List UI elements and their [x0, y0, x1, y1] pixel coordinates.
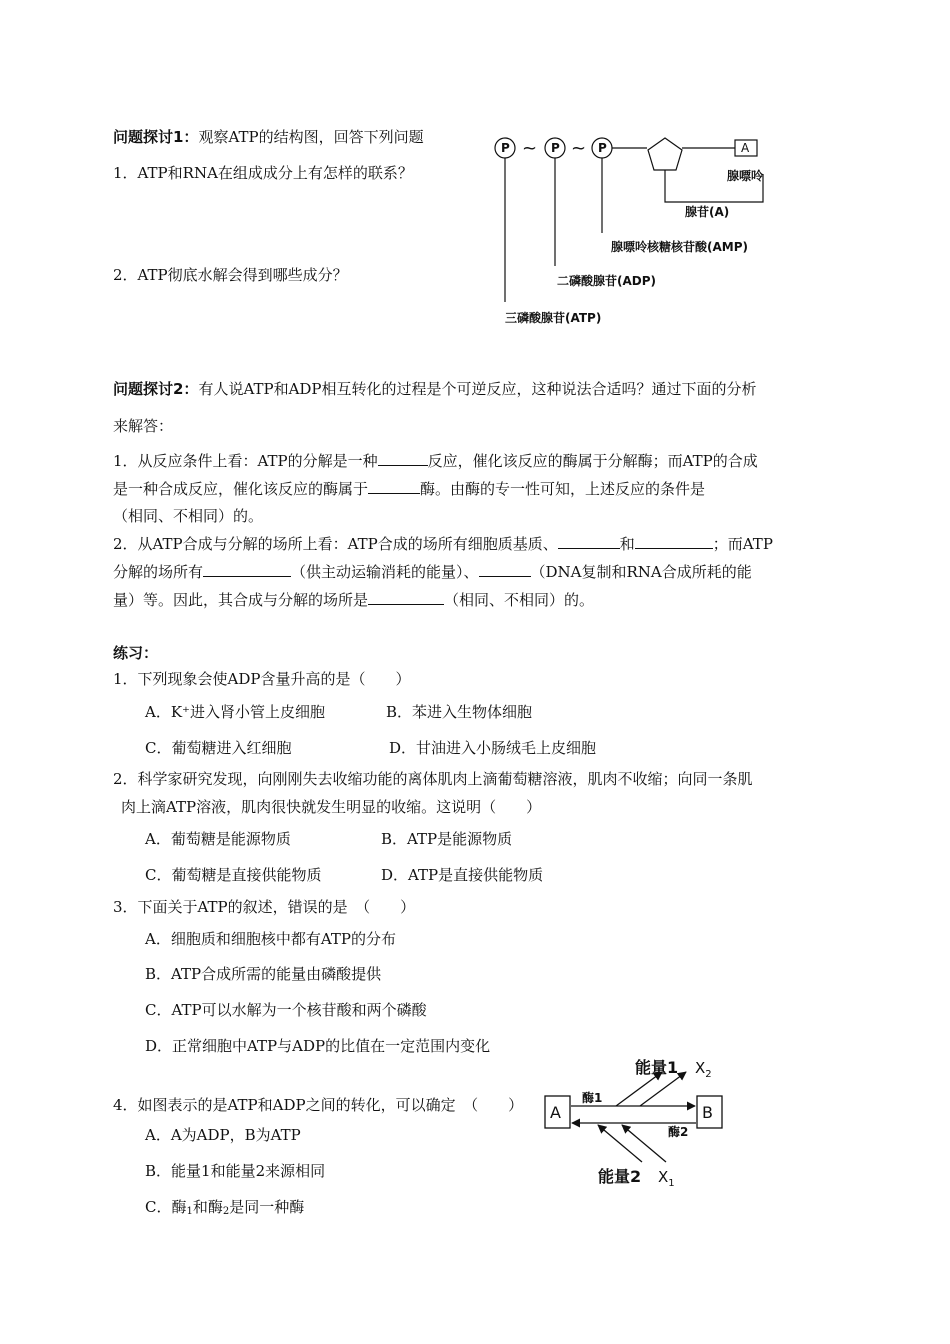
q2-p2a: 2．从ATP合成与分解的场所上看：ATP合成的场所有细胞质基质、: [113, 535, 558, 553]
enzyme1-label: 酶1: [582, 1091, 603, 1105]
atp-adp-conversion-diagram: [540, 1052, 740, 1192]
q2-heading: 问题探讨2：: [113, 380, 199, 398]
q2-para2-line1: [113, 534, 773, 554]
q2-p1c: 是一种合成反应，催化该反应的酶属于: [113, 480, 369, 498]
blank-4[interactable]: [635, 534, 713, 549]
practice-q2-option-b[interactable]: B．ATP是能源物质: [381, 830, 513, 848]
box-b-label: B: [702, 1103, 713, 1122]
energy1-arrow-1: [616, 1072, 662, 1106]
q2-p1b: 反应，催化该反应的酶属于分解酶；而ATP的合成: [427, 452, 758, 470]
blank-6[interactable]: [479, 562, 531, 577]
q2-intro-2: 来解答：: [113, 417, 174, 435]
practice-q4-option-c[interactable]: [145, 1197, 304, 1222]
atp-label: 三磷酸腺苷(ATP): [505, 311, 602, 325]
q1-item-1: 1．ATP和RNA在组成成分上有怎样的联系？: [113, 164, 413, 182]
practice-q2-option-a[interactable]: A．葡萄糖是能源物质: [145, 830, 291, 848]
practice-q3-option-b[interactable]: B．ATP合成所需的能量由磷酸提供: [145, 965, 382, 983]
q2-para2-line2: [113, 562, 752, 582]
practice-q1-option-a[interactable]: A．K⁺进入肾小管上皮细胞: [145, 703, 325, 721]
amp-label: 腺嘌呤核糖核苷酸(AMP): [611, 240, 748, 254]
q4c-sub2: 2: [222, 1206, 230, 1217]
q2-p2e: （供主动运输消耗的能量）、: [291, 563, 479, 581]
adenine-label: 腺嘌呤: [727, 169, 764, 183]
x1-label: $X_1$: [658, 1168, 675, 1189]
p-label-2: P: [551, 141, 560, 155]
energy1-arrow-2: [640, 1072, 686, 1106]
practice-q2-stem-2: 肉上滴ATP溶液，肌肉很快就发生明显的收缩。这说明（ ）: [121, 798, 542, 816]
q2-p2f: （DNA复制和RNA合成所耗的能: [530, 563, 752, 581]
q2-p2d: 分解的场所有: [113, 563, 204, 581]
q2-para1-line2: [113, 479, 705, 499]
tilde-2: ~: [571, 138, 587, 159]
energy2-arrow-2: [622, 1125, 666, 1162]
adp-label: 二磷酸腺苷(ADP): [557, 274, 657, 288]
practice-q4-option-b[interactable]: B．能量1和能量2来源相同: [145, 1162, 326, 1180]
q2-p1e: （相同、不相同）的。: [113, 507, 264, 525]
q2-para1-line1: [113, 451, 758, 471]
q2-intro-line: [113, 379, 757, 399]
practice-q3-option-c[interactable]: C．ATP可以水解为一个核苷酸和两个磷酸: [145, 1001, 427, 1019]
q2-p2h: （相同、不相同）的。: [444, 591, 595, 609]
practice-q2-option-c[interactable]: C．葡萄糖是直接供能物质: [145, 866, 322, 884]
practice-q1-option-d[interactable]: D．甘油进入小肠绒毛上皮细胞: [389, 739, 597, 757]
blank-1[interactable]: [378, 451, 428, 466]
box-a-label: A: [550, 1103, 561, 1122]
p-label-3: P: [598, 141, 607, 155]
q4c-sub1: 1: [186, 1206, 193, 1217]
practice-q3-stem: 3．下面关于ATP的叙述，错误的是 （ ）: [113, 898, 416, 916]
blank-7[interactable]: [368, 590, 444, 605]
practice-q4-option-a[interactable]: A．A为ADP，B为ATP: [145, 1126, 301, 1144]
x2-label: $X_2$: [695, 1059, 712, 1080]
practice-q3-option-a[interactable]: A．细胞质和细胞核中都有ATP的分布: [145, 930, 396, 948]
q2-p2b: 和: [619, 535, 635, 553]
blank-2[interactable]: [368, 479, 420, 494]
practice-q1-option-c[interactable]: C．葡萄糖进入红细胞: [145, 739, 292, 757]
q2-intro-1: 有人说ATP和ADP相互转化的过程是个可逆反应，这种说法合适吗？通过下面的分析: [198, 380, 757, 398]
p-label-1: P: [501, 141, 510, 155]
q2-para2-line3: [113, 590, 594, 610]
q1-prompt: 观察ATP的结构图，回答下列问题: [198, 128, 424, 146]
q4c-mid: 和酶: [192, 1198, 223, 1216]
enzyme2-label: 酶2: [668, 1125, 689, 1139]
blank-5[interactable]: [203, 562, 291, 577]
practice-q2-option-d[interactable]: D．ATP是直接供能物质: [381, 866, 544, 884]
energy1-label: 能量1: [635, 1058, 679, 1077]
atp-structure-diagram: [485, 130, 775, 335]
practice-q3-option-d[interactable]: D．正常细胞中ATP与ADP的比值在一定范围内变化: [145, 1037, 491, 1055]
q4c-post: 是同一种酶: [229, 1198, 305, 1216]
q2-p1d: 酶。由酶的专一性可知，上述反应的条件是: [420, 480, 706, 498]
q1-heading-line: [113, 127, 424, 147]
ribose-pentagon: [648, 138, 682, 170]
blank-3[interactable]: [558, 534, 620, 549]
practice-q1-option-b[interactable]: B．苯进入生物体细胞: [386, 703, 533, 721]
practice-q4-stem: 4．如图表示的是ATP和ADP之间的转化，可以确定 （ ）: [113, 1096, 524, 1114]
practice-q1-stem: 1．下列现象会使ADP含量升高的是（ ）: [113, 670, 411, 688]
q2-p2c: ；而ATP: [712, 535, 773, 553]
q1-item-2: 2．ATP彻底水解会得到哪些成分？: [113, 266, 348, 284]
q2-p2g: 量）等。因此，其合成与分解的场所是: [113, 591, 369, 609]
energy2-label: 能量2: [598, 1167, 642, 1186]
adenosine-label: 腺苷(A): [685, 205, 730, 219]
q4c-pre: C．酶: [145, 1198, 187, 1216]
practice-q2-stem-1: 2．科学家研究发现，向刚刚失去收缩功能的离体肌肉上滴葡萄糖溶液，肌肉不收缩；向同一条肌: [113, 770, 753, 788]
tilde-1: ~: [522, 138, 538, 159]
practice-heading: 练习：: [113, 644, 159, 662]
q2-p1a: 1．从反应条件上看：ATP的分解是一种: [113, 452, 378, 470]
q1-heading: 问题探讨1：: [113, 128, 199, 146]
a-label: A: [741, 141, 750, 155]
energy2-arrow-1: [598, 1125, 642, 1162]
